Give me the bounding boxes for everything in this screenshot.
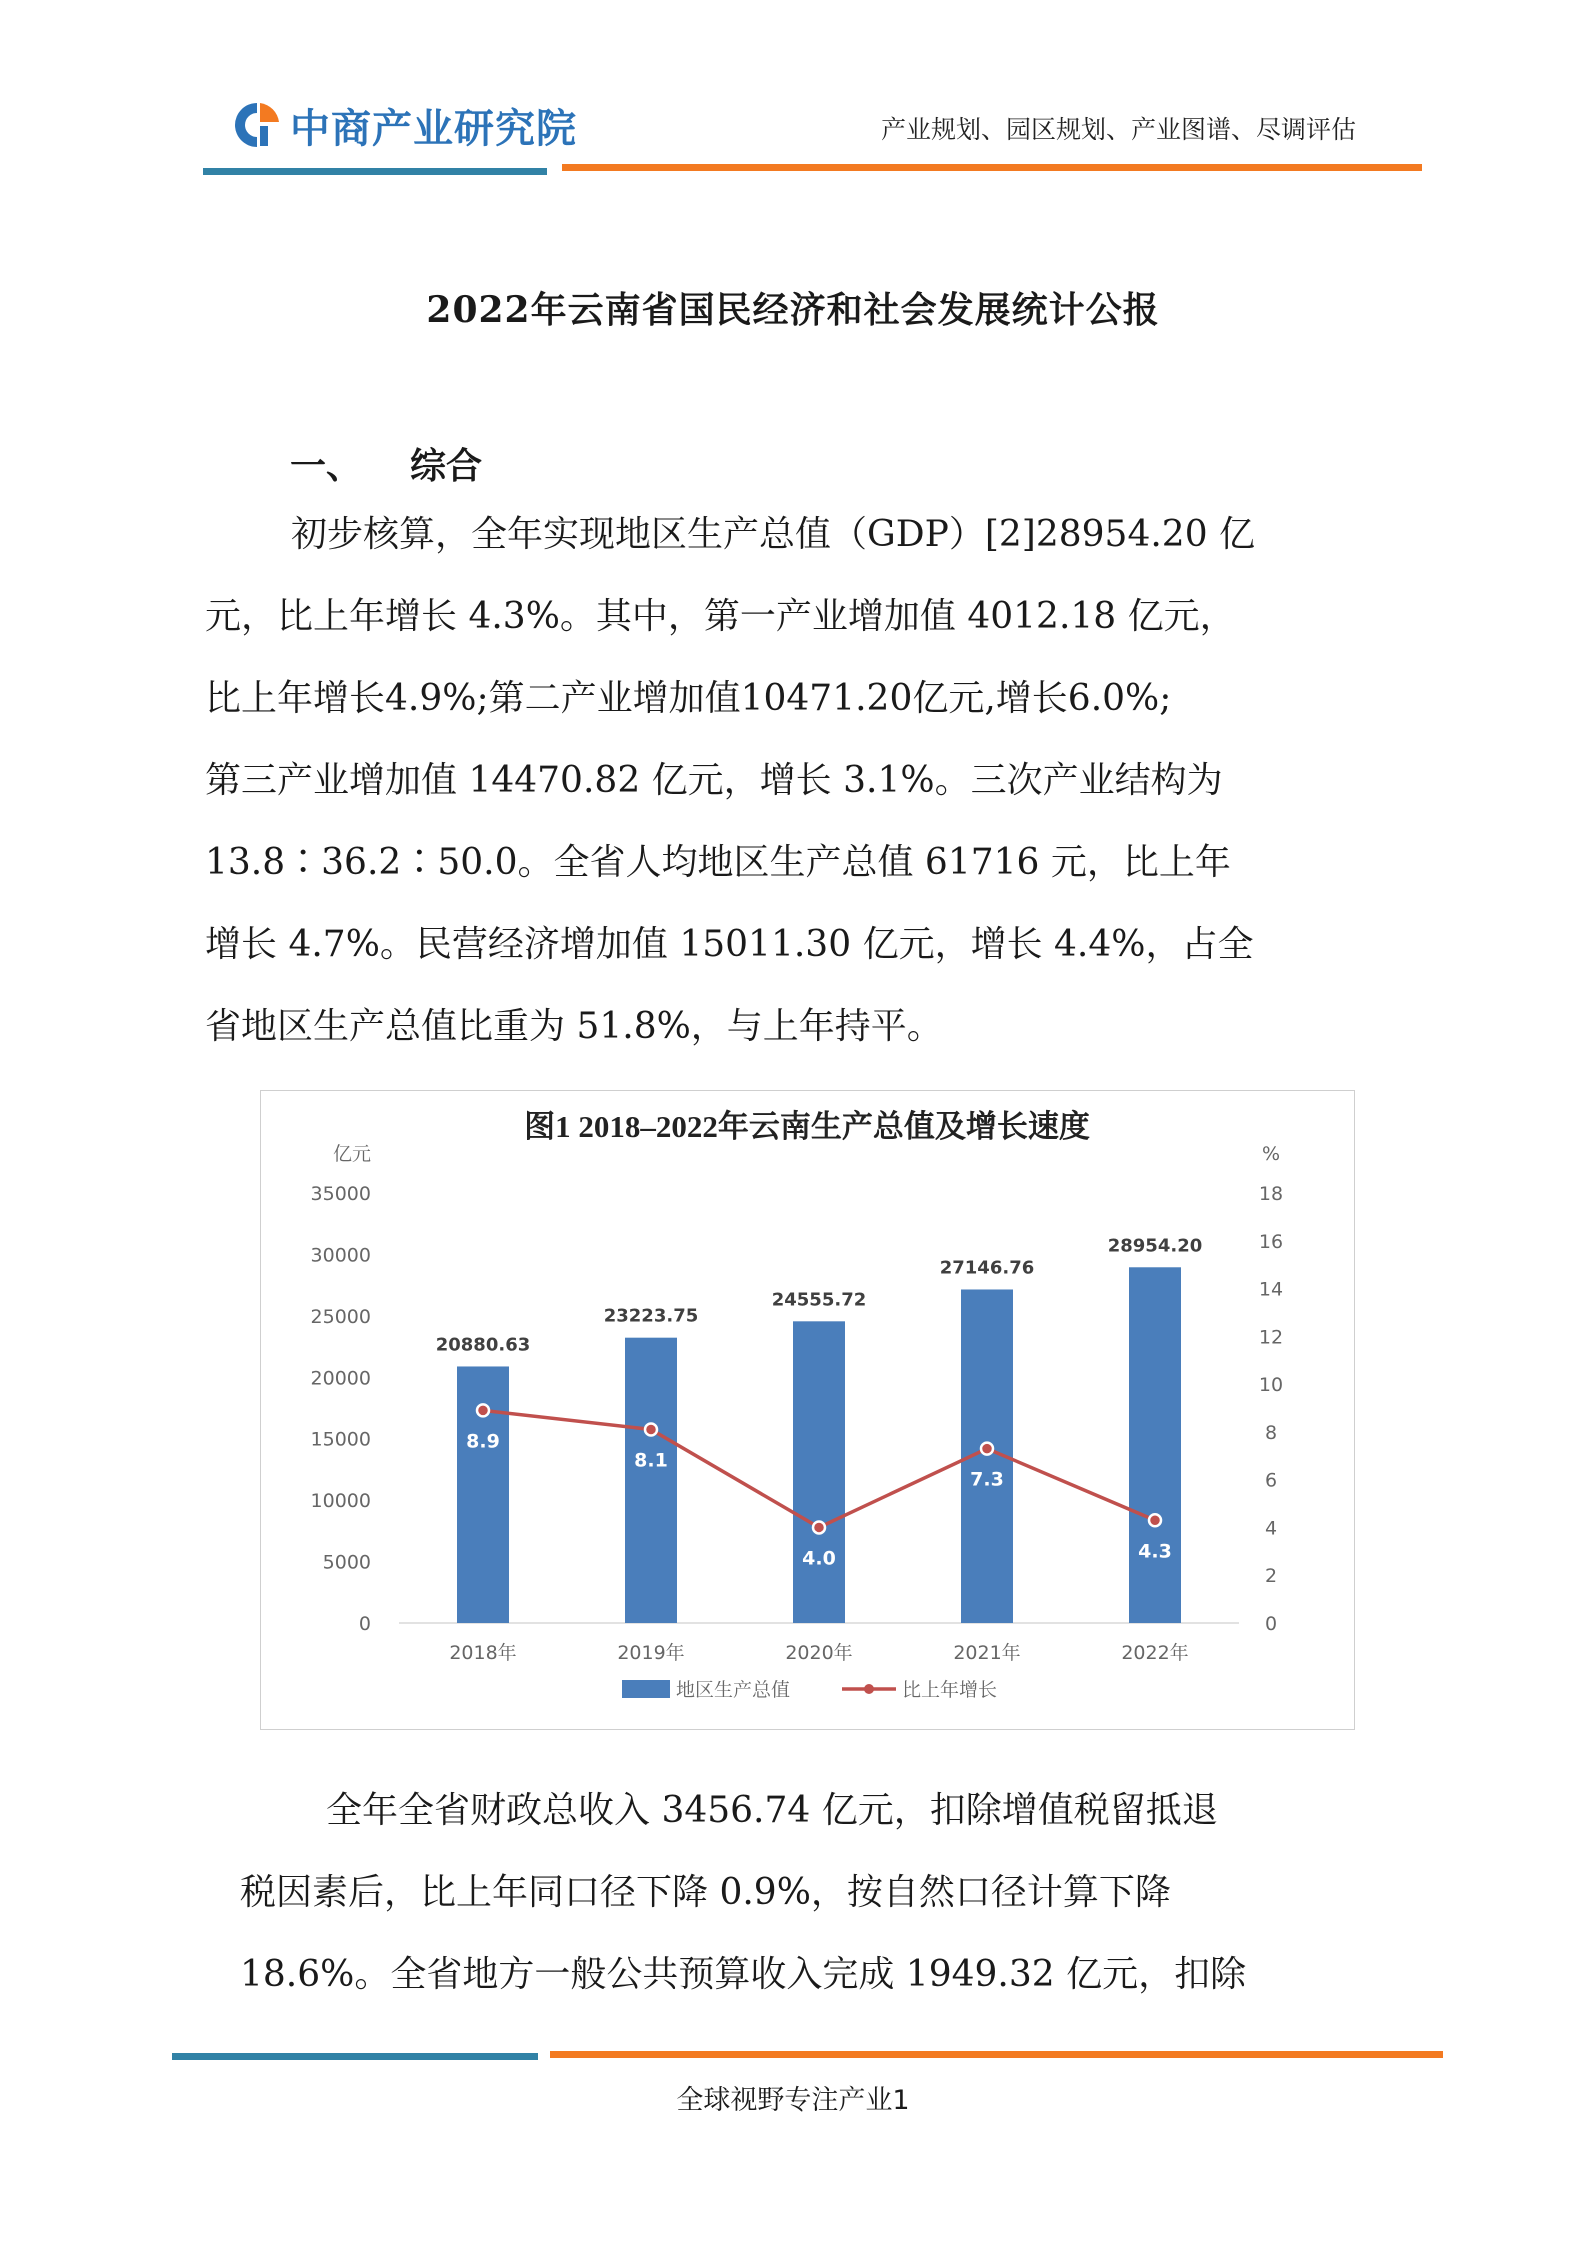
left-axis-tick-label: 25000 — [310, 1305, 371, 1328]
right-axis-tick-label: 18 — [1258, 1183, 1284, 1205]
x-axis-tick-label: 2021年 — [953, 1642, 1021, 1664]
left-axis-tick-label: 15000 — [310, 1428, 371, 1451]
growth-rate-label: 8.9 — [466, 1430, 500, 1453]
right-axis-tick-label: 10 — [1258, 1374, 1284, 1397]
left-axis-tick-label: 5000 — [322, 1551, 371, 1574]
left-axis-tick-label: 10000 — [310, 1490, 371, 1513]
right-axis-tick-label: 6 — [1264, 1469, 1278, 1492]
chart-title: 图1 2018–2022年云南生产总值及增长速度 — [524, 1109, 1090, 1144]
document-title: 2022年云南省国民经济和社会发展统计公报 — [426, 289, 1160, 331]
growth-rate-label: 4.0 — [802, 1547, 836, 1570]
x-axis-tick-label: 2022年 — [1121, 1642, 1189, 1664]
legend-label: 地区生产总值 — [676, 1679, 791, 1701]
paragraph-line: 18.6%。全省地方一般公共预算收入完成 1949.32 亿元，扣除 — [240, 1954, 1247, 1995]
header-rule-blue — [203, 168, 547, 175]
paragraph-line: 比上年增长4.9%;第二产业增加值10471.20亿元,增长6.0%; — [205, 678, 1172, 719]
growth-rate-point — [477, 1404, 489, 1416]
right-axis-tick-label: 14 — [1258, 1278, 1284, 1301]
gdp-bar — [625, 1338, 677, 1623]
growth-rate-label: 4.3 — [1138, 1540, 1172, 1563]
section-heading — [290, 438, 482, 489]
logo-mark-icon — [232, 100, 282, 150]
footer-rule-orange — [550, 2051, 1443, 2058]
paragraph-fiscal-revenue — [240, 1770, 1350, 2016]
x-axis-tick-label: 2018年 — [449, 1642, 517, 1664]
right-axis-tick-label: 8 — [1264, 1421, 1278, 1444]
right-axis-tick-label: 12 — [1258, 1326, 1284, 1349]
left-axis-unit: 亿元 — [332, 1143, 371, 1165]
bar-value-label: 20880.63 — [435, 1334, 531, 1356]
logo-text: 中商产业研究院 — [290, 105, 577, 152]
paragraph-line: 增长 4.7%。民营经济增加值 15011.30 亿元，增长 4.4%，占全 — [205, 924, 1254, 965]
paragraph-line: 初步核算，全年实现地区生产总值（GDP）[2]28954.20 亿 — [291, 514, 1256, 555]
left-axis-tick-label: 0 — [358, 1613, 371, 1635]
footer-text: 全球视野专注产业1 — [676, 2085, 910, 2116]
paragraph-line: 第三产业增加值 14470.82 亿元，增长 3.1%。三次产业结构为 — [205, 760, 1223, 801]
right-axis-tick-label: 0 — [1264, 1613, 1278, 1635]
gdp-bar — [1129, 1267, 1181, 1623]
right-axis-tick-label: 16 — [1258, 1230, 1284, 1253]
bar-value-label: 27146.76 — [939, 1257, 1035, 1279]
left-axis-tick-label: 30000 — [310, 1244, 371, 1267]
header-rule-orange — [562, 164, 1422, 171]
growth-rate-label: 8.1 — [634, 1449, 668, 1472]
footer-rule-blue — [172, 2053, 538, 2060]
left-axis-tick-label: 35000 — [310, 1183, 371, 1205]
right-axis-tick-label: 2 — [1264, 1565, 1278, 1588]
paragraph-line: 全年全省财政总收入 3456.74 亿元，扣除增值税留抵退 — [326, 1790, 1218, 1831]
growth-rate-point — [645, 1424, 657, 1436]
paragraph-line: 省地区生产总值比重为 51.8%，与上年持平。 — [205, 1006, 943, 1047]
gdp-bar — [793, 1321, 845, 1623]
paragraph-line: 税因素后，比上年同口径下降 0.9%，按自然口径计算下降 — [240, 1872, 1171, 1913]
paragraph-gdp-summary — [205, 494, 1345, 1068]
bar-value-label: 28954.20 — [1107, 1235, 1203, 1257]
legend-swatch-marker — [864, 1684, 874, 1694]
left-axis-tick-label: 20000 — [310, 1367, 371, 1390]
right-axis-tick-label: 4 — [1264, 1517, 1278, 1540]
paragraph-line: 元，比上年增长 4.3%。其中，第一产业增加值 4012.18 亿元， — [205, 596, 1236, 637]
section-title: 综合 — [410, 445, 483, 487]
right-axis-unit: % — [1261, 1143, 1281, 1165]
growth-rate-point — [813, 1521, 825, 1533]
growth-rate-point — [981, 1443, 993, 1455]
section-number: 一、 — [290, 445, 363, 487]
header-tagline: 产业规划、园区规划、产业图谱、尽调评估 — [880, 115, 1356, 144]
x-axis-tick-label: 2019年 — [617, 1642, 685, 1664]
paragraph-line: 13.8∶36.2∶50.0。全省人均地区生产总值 61716 元，比上年 — [205, 842, 1231, 883]
bar-value-label: 23223.75 — [603, 1305, 699, 1327]
growth-rate-point — [1149, 1514, 1161, 1526]
bar-value-label: 24555.72 — [771, 1289, 867, 1311]
legend-swatch-bar — [622, 1680, 670, 1698]
company-logo — [232, 100, 577, 150]
growth-rate-label: 7.3 — [970, 1468, 1004, 1491]
gdp-chart — [260, 1090, 1355, 1730]
chart-canvas — [261, 1091, 1353, 1728]
legend-label: 比上年增长 — [902, 1679, 998, 1701]
x-axis-tick-label: 2020年 — [785, 1642, 853, 1664]
